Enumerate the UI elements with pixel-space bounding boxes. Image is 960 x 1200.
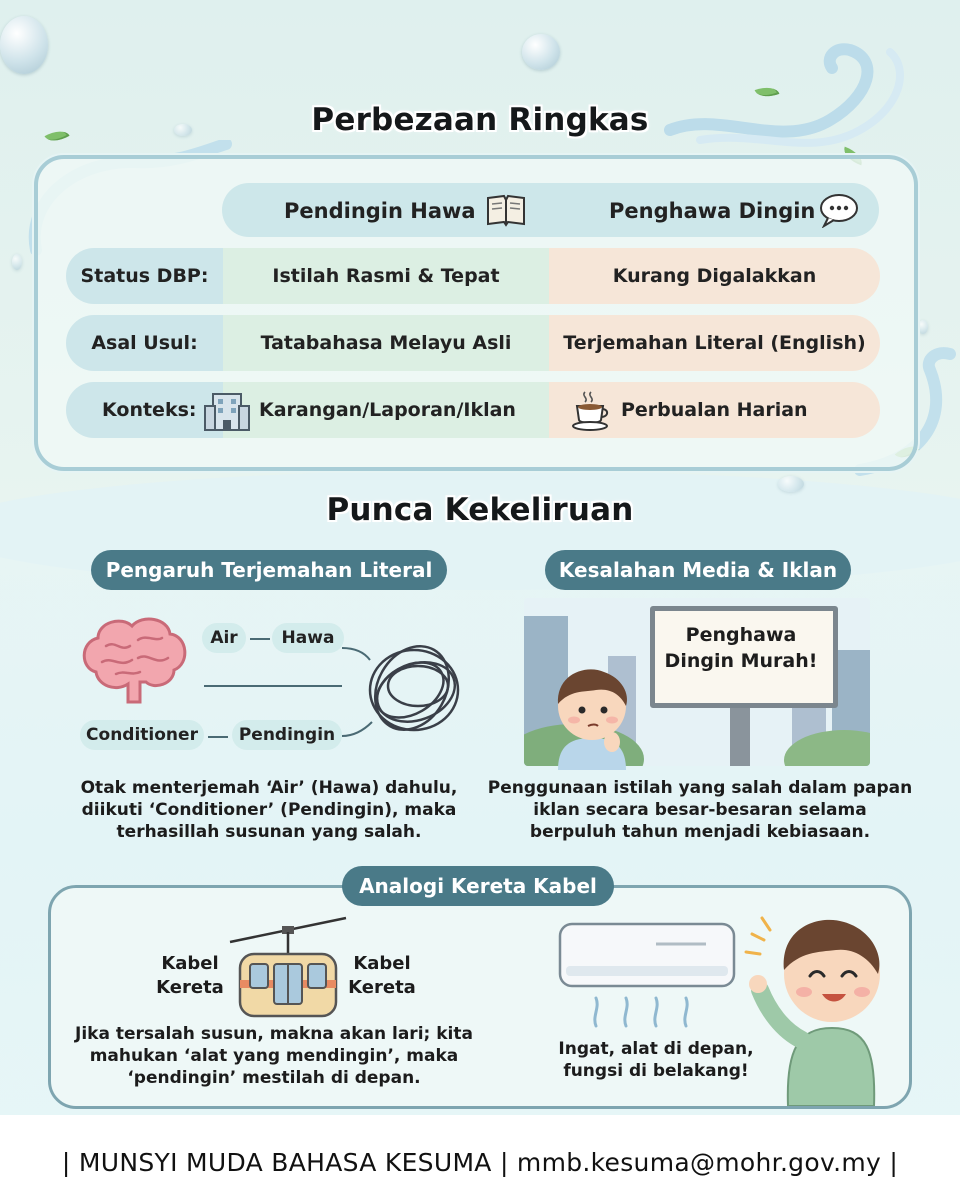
thinking-boy-illustration — [540, 660, 650, 770]
row-value-pendingin-hawa: Tatabahasa Melayu Asli — [223, 315, 549, 371]
media-caption — [480, 777, 920, 843]
connector-line — [204, 685, 342, 687]
caption-line: Jika tersalah susun, makna akan lari; kita — [75, 1024, 473, 1044]
pointing-boy-illustration — [742, 900, 892, 1106]
comparison-row-konteks — [66, 382, 880, 438]
caption-line: terhasillah susunan yang salah. — [116, 822, 422, 842]
analogy-caption-left — [74, 1023, 474, 1089]
row-label — [66, 382, 223, 438]
footer-text: | MUNSYI MUDA BAHASA KESUMA | mmb.kesuma@mohr.gov.my | — [61, 1148, 899, 1177]
caption-line: ‘pendingin’ mestilah di depan. — [127, 1068, 421, 1088]
water-drop-decoration — [778, 476, 804, 492]
cable-car-icon — [226, 910, 350, 1022]
row-label: Status DBP: — [66, 248, 223, 304]
label-line: Kereta — [156, 977, 224, 998]
caption-line: iklan secara besar-besaran selama — [533, 800, 867, 820]
comparison-title: Perbezaan Ringkas — [311, 102, 649, 138]
water-swirl-decoration — [660, 30, 920, 170]
row-label-text: Konteks: — [102, 399, 197, 421]
word-tag-air: Air — [202, 623, 246, 653]
water-drop-decoration — [0, 16, 48, 74]
billboard-post — [730, 698, 750, 766]
row-value-text: Perbualan Harian — [621, 399, 808, 421]
label-line: Kereta — [348, 977, 416, 998]
row-value-text: Karangan/Laporan/Iklan — [259, 399, 516, 421]
caption-line: Otak menterjemah ‘Air’ (Hawa) dahulu, — [80, 778, 458, 798]
office-building-icon — [203, 388, 251, 432]
caption-line: fungsi di belakang! — [563, 1061, 749, 1081]
cable-car-left-label — [150, 952, 230, 1000]
row-value-pendingin-hawa: Istilah Rasmi & Tepat — [223, 248, 549, 304]
row-label: Asal Usul: — [66, 315, 223, 371]
connector-line — [208, 736, 228, 738]
caption-line: diikuti ‘Conditioner’ (Pendingin), maka — [81, 800, 457, 820]
connector-line — [250, 638, 270, 640]
media-advert-pill: Kesalahan Media & Iklan — [545, 550, 851, 590]
row-value-penghawa-dingin — [549, 382, 880, 438]
comparison-row-asal-usul — [66, 315, 880, 371]
brain-icon — [76, 612, 192, 712]
billboard-text — [656, 622, 826, 674]
word-tag-hawa: Hawa — [272, 623, 344, 653]
analogy-pill: Analogi Kereta Kabel — [342, 866, 614, 906]
water-drop-decoration — [918, 320, 928, 334]
caption-line: Ingat, alat di depan, — [558, 1039, 754, 1059]
confusion-title: Punca Kekeliruan — [326, 492, 634, 528]
header-pendingin-hawa: Pendingin Hawa — [284, 199, 476, 223]
literal-translation-pill: Pengaruh Terjemahan Literal — [91, 550, 447, 590]
billboard-line: Dingin Murah! — [664, 650, 818, 672]
speech-bubble-icon — [818, 192, 860, 228]
cable-car-right-label — [342, 952, 422, 1000]
caption-line: Penggunaan istilah yang salah dalam papan — [487, 778, 913, 798]
header-penghawa-dingin: Penghawa Dingin — [609, 199, 816, 223]
tangle-line-icon — [340, 630, 470, 750]
word-tag-pendingin: Pendingin — [232, 720, 342, 750]
coffee-cup-icon — [571, 388, 613, 432]
word-tag-conditioner: Conditioner — [80, 720, 204, 750]
comparison-row-status — [66, 248, 880, 304]
row-value-penghawa-dingin: Terjemahan Literal (English) — [549, 315, 880, 371]
analogy-caption-right — [546, 1038, 766, 1082]
billboard-line: Penghawa — [685, 624, 797, 646]
row-value-penghawa-dingin: Kurang Digalakkan — [549, 248, 880, 304]
air-conditioner-icon — [556, 918, 740, 1036]
caption-line: berpuluh tahun menjadi kebiasaan. — [529, 822, 871, 842]
water-drop-decoration — [522, 34, 560, 70]
caption-line: mahukan ‘alat yang mendingin’, maka — [89, 1046, 459, 1066]
literal-caption — [60, 777, 478, 843]
label-line: Kabel — [161, 953, 219, 974]
row-value-pendingin-hawa — [223, 382, 549, 438]
label-line: Kabel — [353, 953, 411, 974]
book-icon — [484, 192, 528, 228]
